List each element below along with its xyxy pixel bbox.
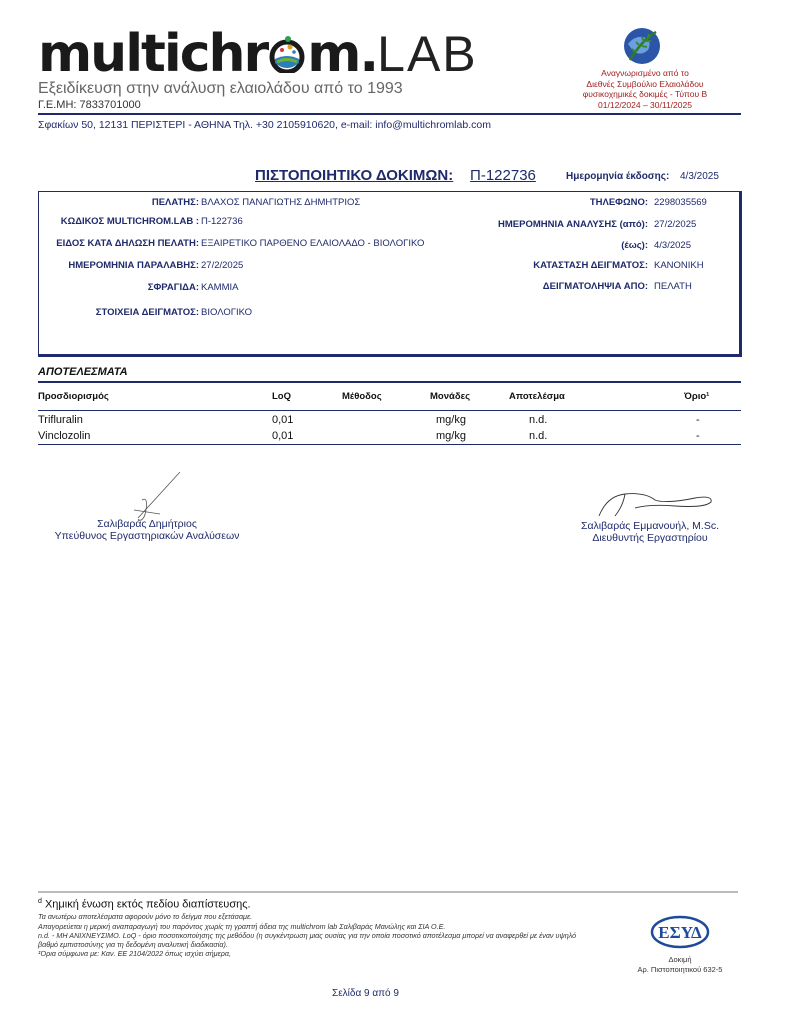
- company-address: Σφακίων 50, 12131 ΠΕΡΙΣΤΕΡΙ - ΑΘΗΝΑ Τηλ. +30 2105910620, e-mail: info@multichromlab.com: [38, 119, 491, 131]
- issue-date-label: Ημερομηνία έκδοσης:: [566, 171, 670, 182]
- footer-note: Τα ανωτέρω αποτελέσματα αφορούν μόνο το δείγμα που εξετάσαμε.: [38, 912, 253, 921]
- row-loq: 0,01: [272, 430, 294, 442]
- accreditation-mark: d: [38, 898, 42, 905]
- right-signature-icon: [595, 486, 720, 521]
- footer-note: Απαγορεύεται η μερική αναπαραγωγή του παρόντος χωρίς τη γραπτή άδεια της multichrom lab Σαλιβαράς Μανώλης και ΣΙΑ Ο.Ε.: [38, 922, 446, 931]
- col-header-limit: Όριο¹: [684, 391, 710, 402]
- analysis-to-label: (έως):: [621, 240, 648, 251]
- issue-date-value: 4/3/2025: [680, 171, 719, 182]
- esyd-logo: [650, 914, 710, 950]
- row-analyte: Vinclozolin: [38, 430, 91, 442]
- esyd-caption-line: Δοκιμή: [668, 955, 692, 964]
- col-header-method: Μέθοδος: [342, 391, 382, 402]
- product-type-value: ΕΞΑΙΡΕΤΙΚΟ ΠΑΡΘΕΝΟ ΕΛΑΙΟΛΑΔΟ - ΒΙΟΛΟΓΙΚΟ: [201, 238, 425, 249]
- row-units: mg/kg: [436, 414, 466, 426]
- phone-label: ΤΗΛΕΦΩΝΟ:: [589, 197, 648, 208]
- accreditation-line: Αναγνωρισμένο από το: [601, 68, 689, 78]
- results-divider-header: [38, 410, 741, 411]
- footer-divider: [38, 891, 738, 893]
- accreditation-line: 01/12/2024 – 30/11/2025: [598, 99, 692, 110]
- left-signer-role: Υπεύθυνος Εργαστηριακών Αναλύσεων: [54, 530, 240, 542]
- analysis-from-label: ΗΜΕΡΟΜΗΝΙΑ ΑΝΑΛΥΣΗΣ (από):: [498, 219, 648, 230]
- sampling-by-value: ΠΕΛΑΤΗ: [654, 281, 692, 292]
- certificate-title: ΠΙΣΤΟΠΟΙΗΤΙΚΟ ΔΟΚΙΜΩΝ:: [255, 167, 454, 184]
- row-limit: -: [696, 414, 700, 426]
- esyd-caption-line: Αρ. Πιστοποιητικού 632-5: [637, 964, 723, 974]
- analysis-to-value: 4/3/2025: [654, 240, 691, 251]
- right-signer-name: Σαλιβαράς Εμμανουήλ, M.Sc.: [580, 520, 720, 532]
- company-logo: [38, 24, 478, 84]
- seal-label: ΣΦΡΑΓΙΔΑ:: [147, 282, 199, 293]
- col-header-units: Μονάδες: [430, 391, 471, 402]
- footer-note: ¹Όρια σύμφωνα με: Καν. ΕΕ 2104/2022 όπως ισχύει σήμερα,: [38, 949, 231, 958]
- lab-code-value: Π-122736: [201, 216, 243, 227]
- row-analyte: Trifluralin: [38, 414, 83, 426]
- logo-text-main: multichr: [38, 24, 268, 84]
- row-units: mg/kg: [436, 430, 466, 442]
- accreditation-line: Διεθνές Συμβούλιο Ελαιολάδου: [586, 78, 704, 89]
- seal-value: ΚΑΜΜΙΑ: [201, 282, 239, 293]
- certificate-number: Π-122736: [470, 167, 536, 184]
- product-type-label: ΕΙΔΟΣ ΚΑΤΑ ΔΗΛΩΣΗ ΠΕΛΑΤΗ:: [56, 238, 199, 249]
- company-subtitle: Εξειδίκευση στην ανάλυση ελαιολάδου από το 1993: [38, 80, 403, 97]
- client-value: ΒΛΑΧΟΣ ΠΑΝΑΓΙΩΤΗΣ ΔΗΜΗΤΡΙΟΣ: [201, 197, 361, 208]
- accreditation-scope-note: [38, 898, 251, 911]
- analysis-from-value: 27/2/2025: [654, 219, 697, 230]
- row-result: n.d.: [529, 430, 548, 442]
- accreditation-text: [560, 68, 730, 110]
- left-signer-name: Σαλιβαράς Δημήτριος: [97, 518, 197, 530]
- row-result: n.d.: [529, 414, 548, 426]
- sample-status-label: ΚΑΤΑΣΤΑΣΗ ΔΕΙΓΜΑΤΟΣ:: [533, 260, 648, 271]
- row-limit: -: [696, 430, 700, 442]
- accreditation-line: φυσικοχημικές δοκιμές - Τύπου Β: [582, 89, 708, 99]
- lab-code-label: ΚΩΔΙΚΟΣ MULTICHROM.LAB :: [60, 216, 199, 227]
- col-header-analyte: Προσδιορισμός: [38, 391, 109, 402]
- received-date-label: ΗΜΕΡΟΜΗΝΙΑ ΠΑΡΑΛΑΒΗΣ:: [68, 260, 199, 271]
- right-signer-role: Διευθυντής Εργαστηρίου: [592, 532, 708, 544]
- footer-note: n.d. - ΜΗ ΑΝΙΧΝΕΥΣΙΜΟ. LoQ - όριο ποσοτικοποίησης της μεθόδου (η συγκέντρωση μιας ουσίας για την οποία ποσοτικό αποτέλεσμα μπορεί να αναφερθεί με έναν υψηλό: [38, 931, 577, 940]
- client-label: ΠΕΛΑΤΗΣ:: [151, 197, 199, 208]
- results-divider-bottom: [38, 444, 741, 445]
- ioc-seal-icon: [622, 26, 662, 66]
- phone-value: 2298035569: [654, 197, 707, 208]
- page-number: Σελίδα 9 από 9: [332, 988, 399, 999]
- sample-details-value: ΒΙΟΛΟΓΙΚΟ: [201, 307, 253, 318]
- company-registration: Γ.Ε.ΜΗ: 7833701000: [38, 99, 141, 111]
- received-date-value: 27/2/2025: [201, 260, 244, 271]
- accreditation-note-text: Χημική ένωση εκτός πεδίου διαπίστευσης.: [44, 898, 251, 911]
- results-divider-top: [38, 381, 741, 383]
- sample-details-label: ΣΤΟΙΧΕΙΑ ΔΕΙΓΜΑΤΟΣ:: [95, 307, 199, 318]
- esyd-logo-text: ΕΣΥΔ: [658, 923, 702, 942]
- col-header-result: Αποτελέσμα: [509, 391, 565, 402]
- sample-status-value: ΚΑΝΟΝΙΚΗ: [654, 260, 704, 271]
- sampling-by-label: ΔΕΙΓΜΑΤΟΛΗΨΙΑ ΑΠΟ:: [542, 281, 648, 292]
- col-header-loq: LoQ: [272, 391, 291, 402]
- flask-icon: [268, 35, 306, 73]
- footer-note: βαθμό εμπιστοσύνης για τη δεδομένη αναλυτική διαδικασία).: [38, 940, 228, 949]
- logo-text-lab: LAB: [377, 26, 478, 82]
- header-divider: [38, 113, 741, 115]
- logo-text-end: m.: [307, 24, 378, 84]
- esyd-caption: [620, 955, 740, 974]
- row-loq: 0,01: [272, 414, 294, 426]
- results-title: ΑΠΟΤΕΛΕΣΜΑΤΑ: [38, 366, 128, 378]
